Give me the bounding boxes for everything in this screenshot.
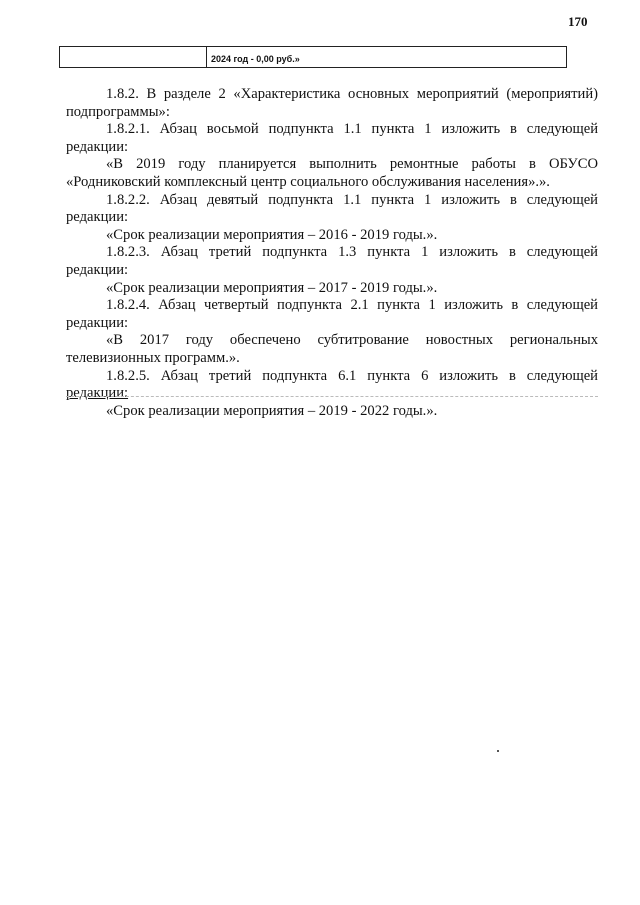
table-cell-amount: 2024 год - 0,00 руб.» (211, 54, 300, 64)
table-cell-empty (60, 47, 207, 67)
paragraph-1-8-2-2: 1.8.2.2. Абзац девятый подпункта 1.1 пункта 1 изложить в следующей редакции: (66, 191, 598, 226)
paragraph-1-8-2: 1.8.2. В разделе 2 «Характеристика основных мероприятий (мероприятий) подпрограммы»: (66, 86, 598, 120)
carryover-table (59, 46, 567, 68)
quote-subtitling: «В 2017 году обеспечено субтитрование новостных региональных телевизионных программ.». (66, 332, 598, 366)
quote-repair-works: «В 2019 году планируется выполнить ремонтные работы в ОБУСО «Родниковский комплексный центр социального обслуживания населения».». (66, 156, 598, 190)
quote-term-2019-2022: «Срок реализации мероприятия – 2019 - 2022 годы.». (106, 402, 438, 419)
amendment-text (66, 86, 598, 420)
quote-term-2016-2019: «Срок реализации мероприятия – 2016 - 2019 годы.». (106, 226, 438, 243)
paragraph-1-8-2-1: 1.8.2.1. Абзац восьмой подпункта 1.1 пункта 1 изложить в следующей редакции: (66, 121, 598, 155)
paragraph-1-8-2-5: 1.8.2.5. Абзац третий подпункта 6.1 пункта 6 изложить в следующей (106, 367, 598, 384)
scan-speck (497, 750, 499, 752)
quote-term-2017-2019: «Срок реализации мероприятия – 2017 - 2019 годы.». (106, 279, 438, 296)
scan-artifact-line (66, 396, 598, 397)
paragraph-1-8-2-3: 1.8.2.3. Абзац третий подпункта 1.3 пункта 1 изложить в следующей редакции: (66, 244, 598, 278)
page-number: 170 (568, 14, 588, 29)
paragraph-1-8-2-4: 1.8.2.4. Абзац четвертый подпункта 2.1 пункта 1 изложить в следующей редакции: (66, 297, 598, 331)
paragraph-1-8-2-5-continuation: редакции: (66, 385, 129, 402)
